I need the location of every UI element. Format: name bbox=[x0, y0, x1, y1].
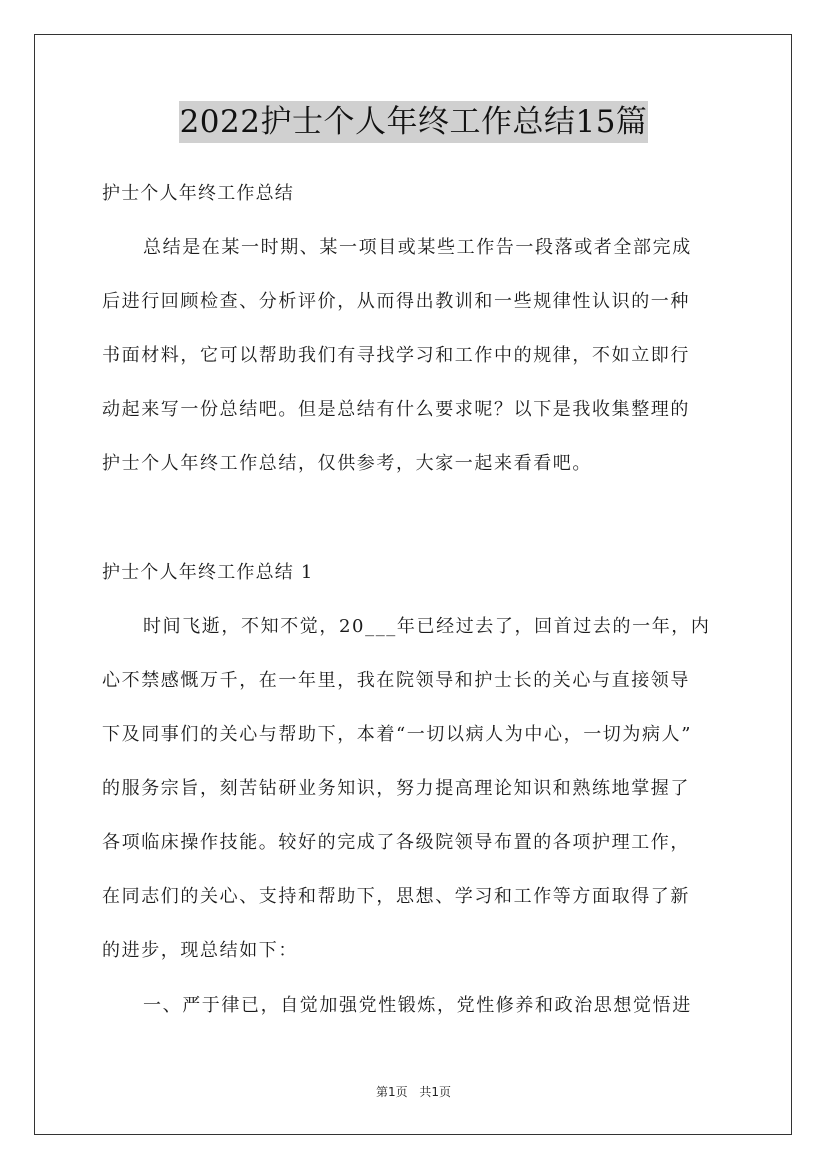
paragraph-line: 在同志们的关心、支持和帮助下，思想、学习和工作等方面取得了新 bbox=[102, 886, 690, 907]
paragraph-line: 总结是在某一时期、某一项目或某些工作告一段落或者全部完成 bbox=[143, 237, 692, 258]
paragraph-line: 各项临床操作技能。较好的完成了各级院领导布置的各项护理工作， bbox=[102, 832, 690, 853]
page-number-current: 第1页 bbox=[375, 1085, 408, 1099]
paragraph-line: 时间飞逝，不知不觉，20___年已经过去了，回首过去的一年，内 bbox=[143, 616, 711, 637]
paragraph-line: 下及同事们的关心与帮助下，本着“一切以病人为中心，一切为病人” bbox=[102, 724, 693, 745]
paragraph-line: 的服务宗旨，刻苦钻研业务知识，努力提高理论知识和熟练地掌握了 bbox=[102, 778, 690, 799]
document-title: 2022护士个人年终工作总结15篇 bbox=[179, 101, 649, 143]
paragraph-line: 书面材料，它可以帮助我们有寻找学习和工作中的规律，不如立即行 bbox=[102, 345, 690, 366]
paragraph-line: 的进步，现总结如下： bbox=[102, 940, 298, 961]
paragraph-line: 心不禁感慨万千，在一年里，我在院领导和护士长的关心与直接领导 bbox=[102, 670, 690, 691]
title-container bbox=[0, 101, 827, 143]
page-number-total: 共1页 bbox=[419, 1085, 452, 1099]
paragraph-line: 一、严于律已，自觉加强党性锻炼，党性修养和政治思想觉悟进 bbox=[143, 995, 692, 1016]
paragraph-line: 护士个人年终工作总结，仅供参考，大家一起来看看吧。 bbox=[102, 453, 592, 474]
section-heading-1: 护士个人年终工作总结 1 bbox=[102, 562, 314, 583]
section-heading-intro: 护士个人年终工作总结 bbox=[102, 183, 294, 204]
page-footer bbox=[0, 1084, 827, 1100]
paragraph-line: 动起来写一份总结吧。但是总结有什么要求呢？以下是我收集整理的 bbox=[102, 399, 690, 420]
paragraph-line: 后进行回顾检查、分析评价，从而得出教训和一些规律性认识的一种 bbox=[102, 291, 690, 312]
